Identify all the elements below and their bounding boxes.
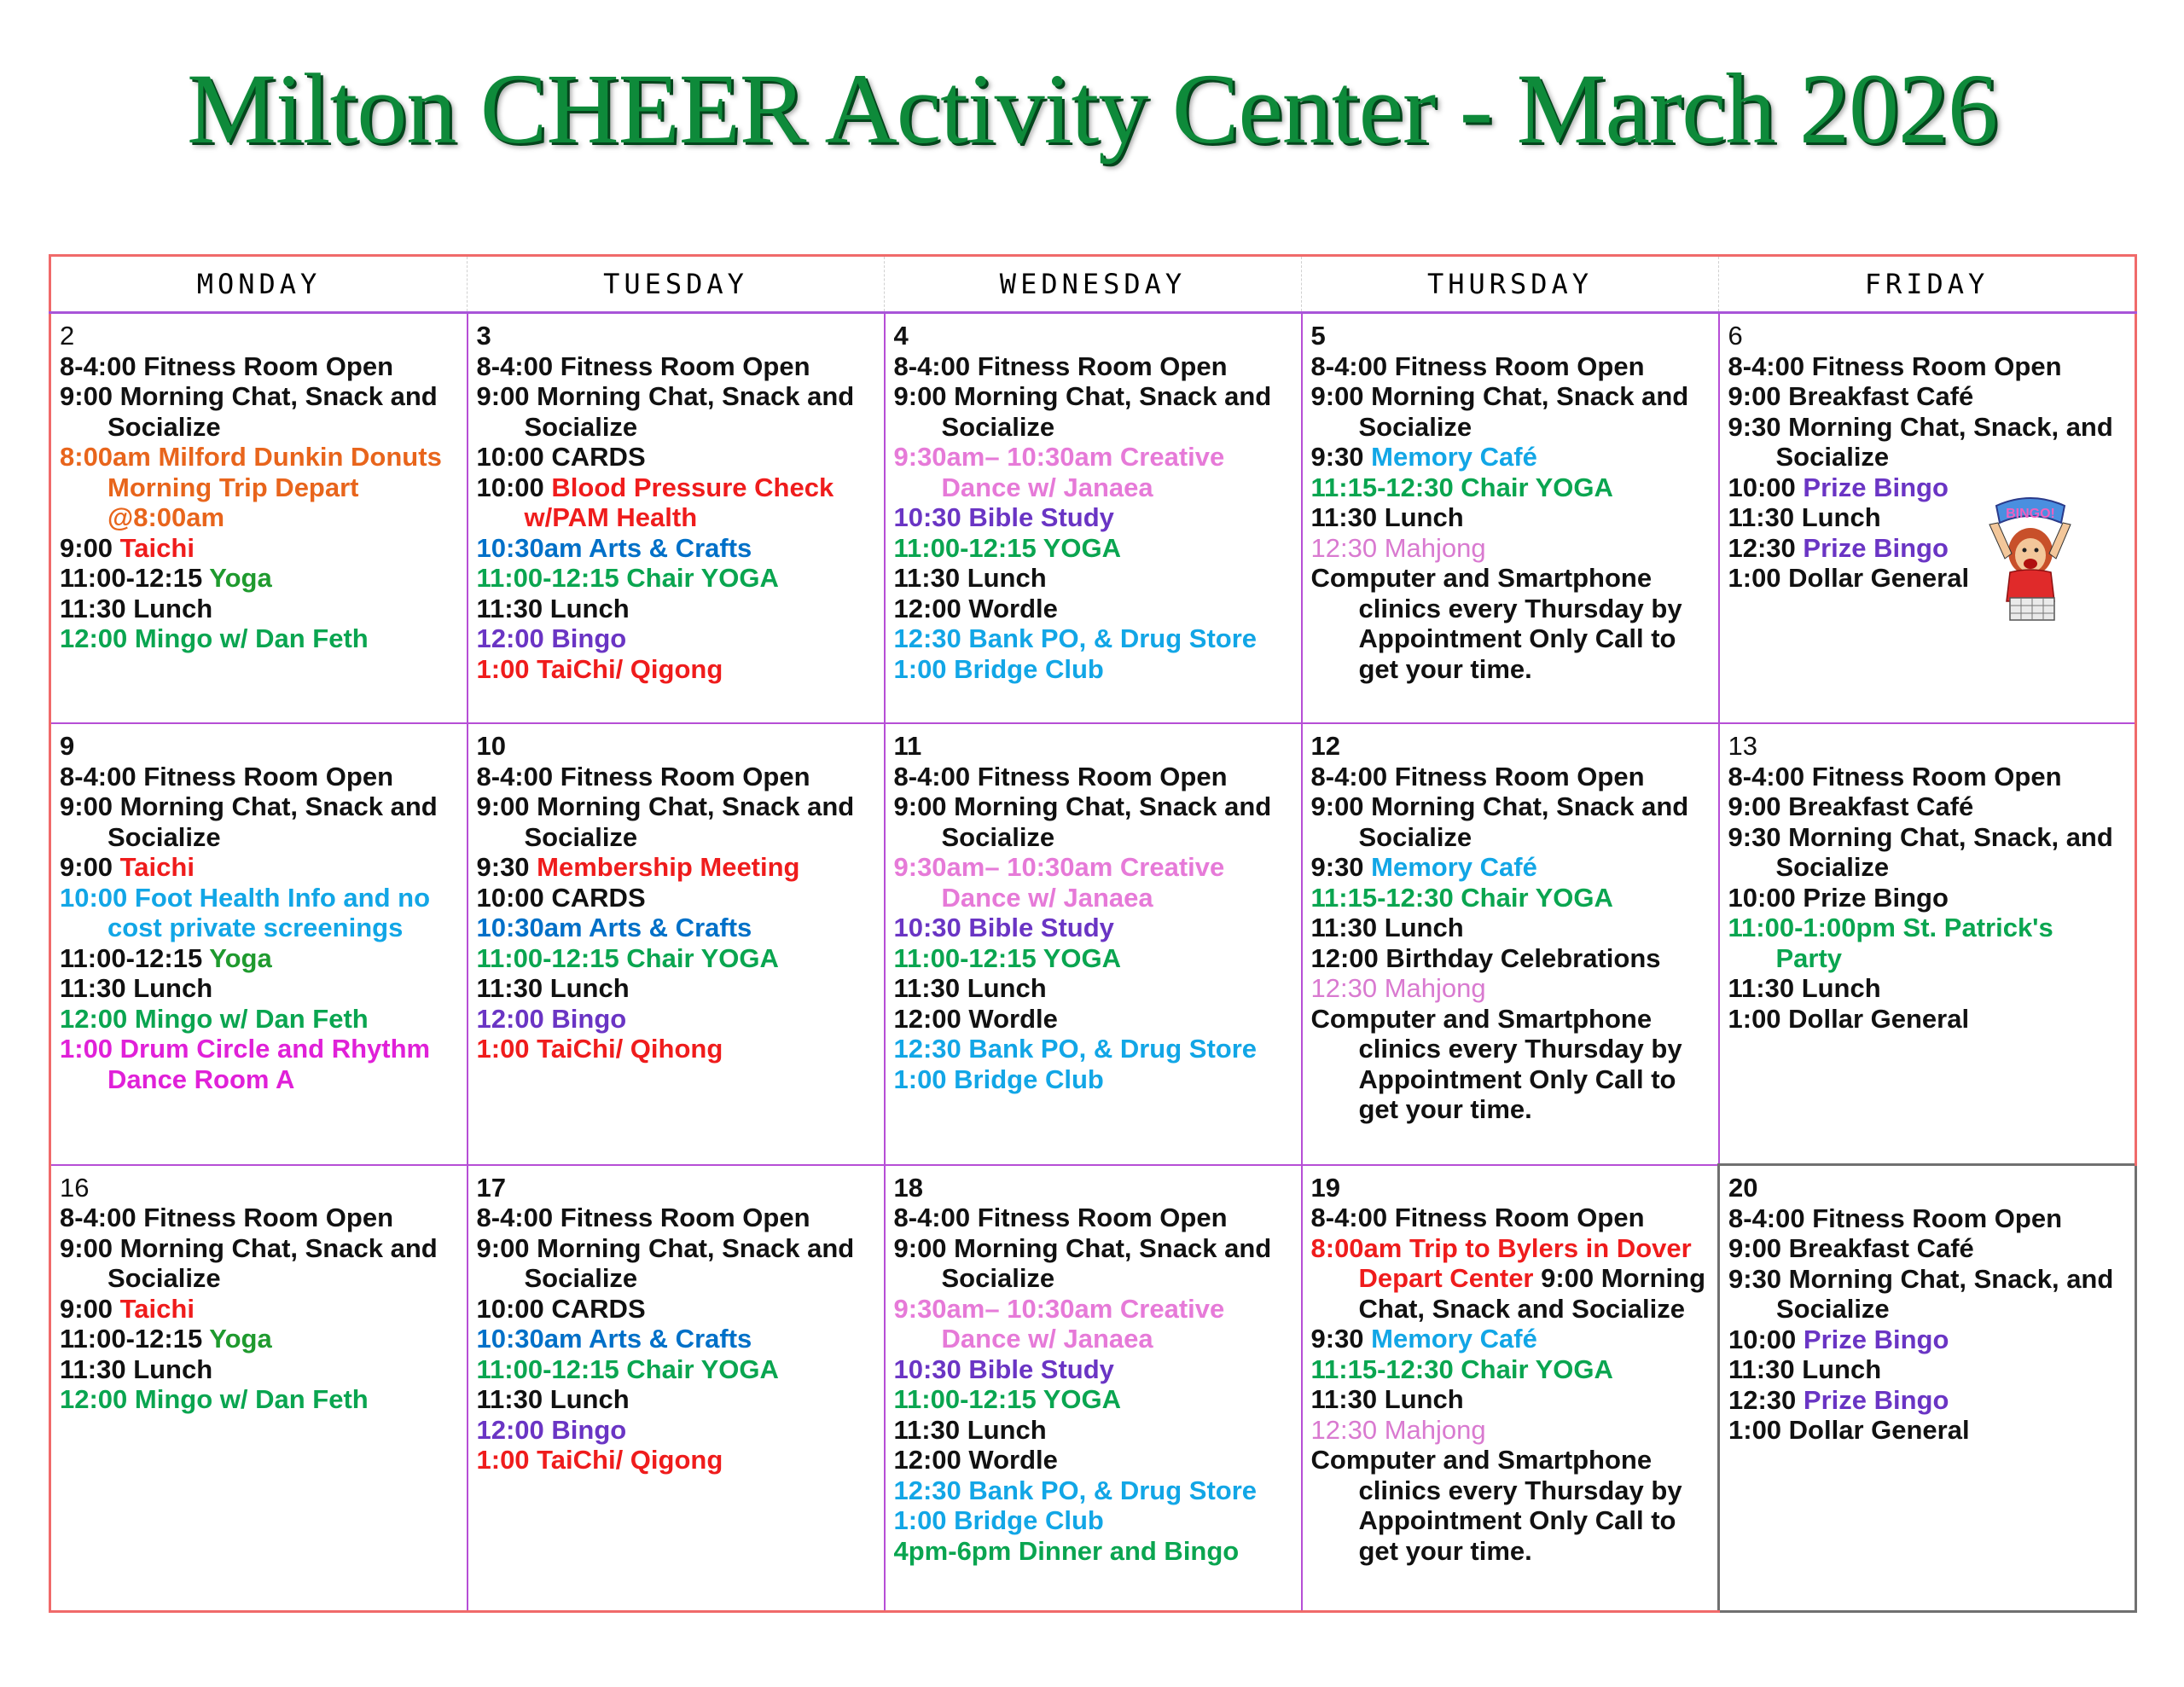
event-text: 10:00 CARDS [476,442,646,472]
event-text: 12:00 Wordle [893,593,1058,623]
event-line [60,1034,458,1094]
calendar-grid [49,254,2137,1613]
event-line [894,381,1292,442]
event-text: Prize Bingo [1803,472,1949,502]
event-text: 12:30 Bank PO, & Drug Store [893,623,1258,653]
event-text: Computer and Smartphone clinics every Thursday by Appointment Only Call to get your time. [1310,563,1682,684]
event-text: 1:00 Drum Circle and Rhythm Dance Room A [60,1034,431,1094]
event-line [894,943,1292,974]
event-line [894,1233,1292,1294]
day-number: 10 [476,731,506,761]
event-text: 8-4:00 Fitness Room Open [60,1203,394,1232]
event-text: 1:00 Dollar General [1728,1415,1970,1445]
event-text: 9:00 [60,1293,120,1324]
event-text: 9:30 [476,852,537,882]
day-cell [468,723,885,1165]
event-line [1311,1004,1710,1125]
day-cell [50,723,468,1165]
event-line [894,533,1292,564]
event-text: 9:00 Morning Chat, Snack and Socialize [60,381,438,442]
event-text: 12:30 Mahjong [1310,973,1486,1003]
event-text: 9:30 [1310,852,1372,882]
event-text: Membership Meeting [537,852,800,882]
event-line [1311,883,1710,913]
event-text: 8-4:00 Fitness Room Open [476,761,810,791]
event-line [477,762,875,792]
day-number: 11 [893,731,922,761]
event-text: 9:00 Breakfast Café [1728,381,1974,411]
event-line [477,943,875,974]
event-text: Prize Bingo [1803,1324,1949,1354]
event-text: 9:00 Morning Chat, Snack and Socialize [476,791,855,852]
day-number: 6 [1728,321,1743,351]
event-line [60,1203,458,1233]
day-cell [885,313,1302,724]
event-text: 11:00-1:00pm St. Patrick's Party [1728,913,2053,973]
day-number: 13 [1728,731,1757,761]
event-text: 9:00 Morning Chat, Snack and Socialize [60,791,438,852]
event-text: 11:30 Lunch [893,1414,1047,1445]
event-line [1311,852,1710,883]
event-line [894,623,1292,654]
event-line [1728,1264,2126,1325]
event-text: 11:00-12:15 [60,1324,210,1354]
event-line [894,1505,1292,1536]
event-text: 1:00 Bridge Club [893,1505,1104,1535]
event-text: 11:00-12:15 [60,942,210,973]
event-line [60,563,458,594]
event-line [894,913,1292,943]
event-line [477,883,875,913]
page-title: Milton CHEER Activity Center - March 2026 [186,53,1998,165]
event-line [60,852,458,883]
event-line [894,563,1292,594]
event-text: 11:30 Lunch [1310,913,1464,942]
day-number: 5 [1310,321,1326,351]
event-line [477,852,875,883]
event-text: 10:00 [1728,472,1804,502]
event-line [1311,472,1710,503]
event-line [477,1203,875,1233]
event-line [1311,1384,1710,1415]
event-line [477,472,875,533]
event-line [1728,1325,2126,1355]
event-text: 8:00am Milford Dunkin Donuts Morning Trip Depart @8:00am [60,442,442,532]
event-text: 11:15-12:30 Chair YOGA [1310,882,1613,913]
event-line [1311,1203,1710,1233]
event-text: 9:30am– 10:30am Creative Dance w/ Janaea [893,1293,1225,1354]
event-line [1728,1203,2126,1234]
event-line [1311,381,1710,442]
event-line [60,1324,458,1354]
event-text: 8-4:00 Fitness Room Open [60,351,394,381]
event-text: 8-4:00 Fitness Room Open [476,351,810,381]
day-cell [1719,723,2136,1165]
event-text: 8-4:00 Fitness Room Open [1310,351,1645,381]
event-text: 11:30 Lunch [476,973,630,1003]
event-text: 9:30 Morning Chat, Snack, and Socialize [1728,1263,2114,1324]
bingo-banner-text: BINGO! [2006,507,2055,521]
event-line [1728,1415,2126,1446]
event-text: 8-4:00 Fitness Room Open [476,1203,810,1232]
event-line [477,1445,875,1475]
event-line [60,594,458,624]
event-line [1728,791,2127,822]
calendar-week-row [50,313,2136,724]
event-line [60,623,458,654]
event-line [894,1034,1292,1064]
event-text: 11:15-12:30 Chair YOGA [1310,472,1613,502]
event-text: 1:00 Bridge Club [893,1064,1104,1094]
event-text: 12:00 Birthday Celebrations [1310,942,1661,973]
event-text: 11:30 Lunch [893,563,1047,593]
event-line [894,1415,1292,1446]
event-line [1728,883,2127,913]
event-text: 9:30 Morning Chat, Snack, and Socialize [1728,411,2113,472]
event-line [477,533,875,564]
event-line [477,1034,875,1064]
event-line [1311,351,1710,382]
event-line [477,563,875,594]
day-number: 16 [60,1172,90,1203]
event-line [894,351,1292,382]
event-line [60,1233,458,1294]
event-line [894,1354,1292,1385]
event-text: 11:00-12:15 YOGA [893,1384,1122,1414]
event-text: 11:30 Lunch [60,1354,213,1384]
event-line [60,1384,458,1415]
event-text: 9:00 Breakfast Café [1728,791,1974,821]
event-text: 11:30 Lunch [60,973,213,1003]
calendar-week-row [50,1165,2136,1612]
event-text: 9:00 Morning Chat, Snack and Socialize [476,381,855,442]
event-text: 11:00-12:15 YOGA [893,942,1122,973]
day-cell [468,313,885,724]
event-line [60,1354,458,1385]
event-line [894,594,1292,624]
weekday-header-row [50,256,2136,313]
event-text: 9:00 Morning Chat, Snack and Socialize [893,791,1272,852]
event-text: 11:30 Lunch [1728,973,1881,1003]
event-line [477,913,875,943]
event-text: 9:30am– 10:30am Creative Dance w/ Janaea [893,442,1225,502]
event-text: 8:00am Trip to Bylers in Dover Depart Center [1310,1232,1692,1293]
event-line [477,442,875,472]
event-line [477,973,875,1004]
day-number: 4 [893,321,909,351]
day-cell [1302,313,1719,724]
day-cell [1302,723,1719,1165]
event-line [477,351,875,382]
event-text: 9:00 [60,532,120,563]
event-text: 11:00-12:15 YOGA [893,532,1122,563]
event-text: 11:30 Lunch [1728,502,1881,532]
event-text: Yoga [209,1324,272,1354]
event-line [60,1004,458,1035]
event-line [894,762,1292,792]
event-text: Computer and Smartphone clinics every Thursday by Appointment Only Call to get your time. [1310,1003,1682,1124]
event-text: 10:30am Arts & Crafts [476,913,752,942]
event-line [1728,913,2127,973]
event-line [60,973,458,1004]
event-line [60,533,458,564]
event-text: 8-4:00 Fitness Room Open [1728,761,2062,791]
event-line [477,623,875,654]
event-text: 1:00 Bridge Club [893,653,1104,684]
event-line [894,1294,1292,1354]
event-line [60,1294,458,1325]
weekday-header: MONDAY [50,256,468,313]
event-line [60,762,458,792]
event-line [477,1415,875,1446]
day-cell [50,313,468,724]
event-text: 10:30am Arts & Crafts [476,1324,752,1354]
event-line [894,1536,1292,1567]
event-text: 8-4:00 Fitness Room Open [893,1203,1228,1232]
event-line [1728,351,2127,382]
event-line [1311,1354,1710,1385]
event-line [894,442,1292,502]
event-line [1311,943,1710,974]
event-text: 9:00 Morning Chat, Snack and Socialize [476,1232,855,1293]
day-number: 20 [1728,1173,1758,1203]
event-text: Memory Café [1371,852,1537,882]
day-cell [1719,1165,2136,1612]
event-line [1728,1385,2126,1416]
event-line [1311,973,1710,1004]
event-text: 9:00 Morning Chat, Snack and Socialize [1310,791,1689,852]
event-text: 12:30 [1728,1384,1804,1415]
event-line [477,654,875,685]
event-text: Prize Bingo [1803,532,1949,563]
event-line [894,1384,1292,1415]
event-line [1311,1445,1710,1566]
event-line [1728,412,2127,472]
event-line [60,442,458,533]
day-number: 2 [60,321,75,351]
event-line [894,1064,1292,1095]
day-cell [1302,1165,1719,1612]
event-line [1311,762,1710,792]
event-line [477,1384,875,1415]
day-number: 17 [476,1172,506,1203]
event-text: 12:00 Bingo [476,623,627,653]
event-text: 1:00 Dollar General [1728,563,1970,593]
event-line [1728,1004,2127,1035]
event-text: 12:00 Mingo w/ Dan Feth [60,1003,369,1034]
event-line [477,1294,875,1325]
weekday-header: THURSDAY [1302,256,1719,313]
event-text: 9:00 Morning Chat, Snack and Socialize [1310,381,1689,442]
event-text: 8-4:00 Fitness Room Open [1310,1203,1645,1232]
event-text: 8-4:00 Fitness Room Open [1728,1203,2063,1233]
event-line [1728,1233,2126,1264]
event-text: 8-4:00 Fitness Room Open [60,761,394,791]
event-text: 12:30 Mahjong [1310,532,1486,563]
event-text: Memory Café [1371,442,1537,472]
event-text: 12:00 Mingo w/ Dan Feth [60,1384,369,1414]
event-line [477,1004,875,1035]
event-text: 10:30am Arts & Crafts [476,532,752,563]
event-line [60,943,458,974]
event-text: 10:30 Bible Study [893,1354,1114,1384]
event-text: 11:30 Lunch [1310,502,1464,532]
event-text: 10:00 Prize Bingo [1728,882,1949,913]
day-cell [885,1165,1302,1612]
event-text: 10:30 Bible Study [893,913,1114,942]
event-text: 12:30 Bank PO, & Drug Store [893,1475,1258,1505]
event-text: 12:30 Mahjong [1310,1414,1486,1445]
day-cell [885,723,1302,1165]
event-text: Blood Pressure Check w/PAM Health [524,472,834,532]
event-text: 8-4:00 Fitness Room Open [893,761,1228,791]
day-number: 9 [60,731,75,761]
event-line [1311,563,1710,684]
event-text: 11:00-12:15 [60,563,210,593]
event-text: Taichi [119,1293,195,1324]
event-text: 9:00 Morning Chat, Snack and Socialize [893,381,1272,442]
event-line [1311,533,1710,564]
bingo-cartoon-icon [1981,490,2079,627]
event-text: 12:30 [1728,532,1804,563]
event-text: 9:30 Morning Chat, Snack, and Socialize [1728,821,2113,882]
event-text: 9:00 Breakfast Café [1728,1233,1974,1263]
event-text: 12:00 Bingo [476,1414,627,1445]
event-line [1311,442,1710,472]
event-line [1311,1233,1710,1325]
event-text: 9:00 Morning Chat, Snack and Socialize [1358,1263,1706,1324]
event-text: 1:00 TaiChi/ Qigong [476,1445,723,1475]
event-text: 11:00-12:15 Chair YOGA [476,1354,779,1384]
event-text: Computer and Smartphone clinics every Thursday by Appointment Only Call to get your time. [1310,1445,1682,1566]
event-line [1311,913,1710,943]
event-text: 10:30 Bible Study [893,502,1114,532]
event-text: 9:30 [1310,442,1372,472]
event-line [60,381,458,442]
event-text: 1:00 TaiChi/ Qigong [476,653,723,684]
event-text: 8-4:00 Fitness Room Open [1728,351,2062,381]
event-line [477,1233,875,1294]
event-line [1728,381,2127,412]
calendar-week-row [50,723,2136,1165]
event-text: 12:30 Bank PO, & Drug Store [893,1034,1258,1064]
event-text: 9:30am– 10:30am Creative Dance w/ Janaea [893,852,1225,913]
weekday-header: TUESDAY [468,256,885,313]
event-line [477,594,875,624]
event-text: 12:00 Bingo [476,1003,627,1034]
day-number: 3 [476,321,491,351]
event-text: Prize Bingo [1803,1384,1949,1415]
weekday-header: FRIDAY [1719,256,2136,313]
event-text: 1:00 Dollar General [1728,1003,1970,1034]
event-text: Taichi [119,532,195,563]
day-cell [468,1165,885,1612]
event-line [894,1445,1292,1475]
event-text: 9:00 Morning Chat, Snack and Socialize [60,1232,438,1293]
event-text: 4pm-6pm Dinner and Bingo [893,1535,1240,1566]
event-text: 9:30 [1310,1324,1372,1354]
event-text: 11:00-12:15 Chair YOGA [476,942,779,973]
event-text: 8-4:00 Fitness Room Open [1310,761,1645,791]
event-line [1311,1415,1710,1446]
event-line [894,973,1292,1004]
event-text: 9:00 [60,852,120,882]
event-text: 10:00 [476,472,552,502]
event-text: 10:00 [1728,1324,1804,1354]
event-line [894,502,1292,533]
event-text: Taichi [119,852,195,882]
event-text: 9:00 Morning Chat, Snack and Socialize [893,1232,1272,1293]
event-line [894,1004,1292,1035]
event-line [60,883,458,943]
event-text: 12:00 Mingo w/ Dan Feth [60,623,369,653]
event-text: Yoga [209,563,272,593]
event-text: 11:15-12:30 Chair YOGA [1310,1354,1613,1384]
event-line [477,1324,875,1354]
event-line [1728,973,2127,1004]
event-text: 1:00 TaiChi/ Qihong [476,1034,723,1064]
event-line [1728,822,2127,883]
event-text: 11:30 Lunch [476,1384,630,1414]
event-line [894,1203,1292,1233]
event-text: 11:00-12:15 Chair YOGA [476,563,779,593]
event-text: 10:00 Foot Health Info and no cost private screenings [60,882,431,942]
event-text: Memory Café [1371,1324,1537,1354]
event-text: 11:30 Lunch [1728,1354,1882,1384]
event-text: 11:30 Lunch [60,593,213,623]
event-line [1311,1324,1710,1354]
event-line [60,791,458,852]
event-line [60,351,458,382]
event-text: Yoga [209,942,272,973]
event-text: 10:00 CARDS [476,1293,646,1324]
day-cell [50,1165,468,1612]
event-text: 11:30 Lunch [476,593,630,623]
event-line [894,852,1292,913]
event-text: 12:00 Wordle [893,1445,1058,1475]
event-line [894,791,1292,852]
event-line [477,791,875,852]
day-number: 19 [1310,1172,1340,1203]
event-line [894,1475,1292,1506]
event-text: 10:00 CARDS [476,882,646,913]
event-line [894,654,1292,685]
event-line [1311,791,1710,852]
event-text: 11:30 Lunch [893,973,1047,1003]
event-line [477,381,875,442]
event-line [477,1354,875,1385]
event-line [1728,1354,2126,1385]
event-text: 11:30 Lunch [1310,1384,1464,1414]
event-text: 8-4:00 Fitness Room Open [893,351,1228,381]
day-number: 12 [1310,731,1340,761]
event-line [1311,502,1710,533]
day-number: 18 [893,1172,923,1203]
event-line [1728,762,2127,792]
weekday-header: WEDNESDAY [885,256,1302,313]
event-text: 12:00 Wordle [893,1003,1058,1034]
